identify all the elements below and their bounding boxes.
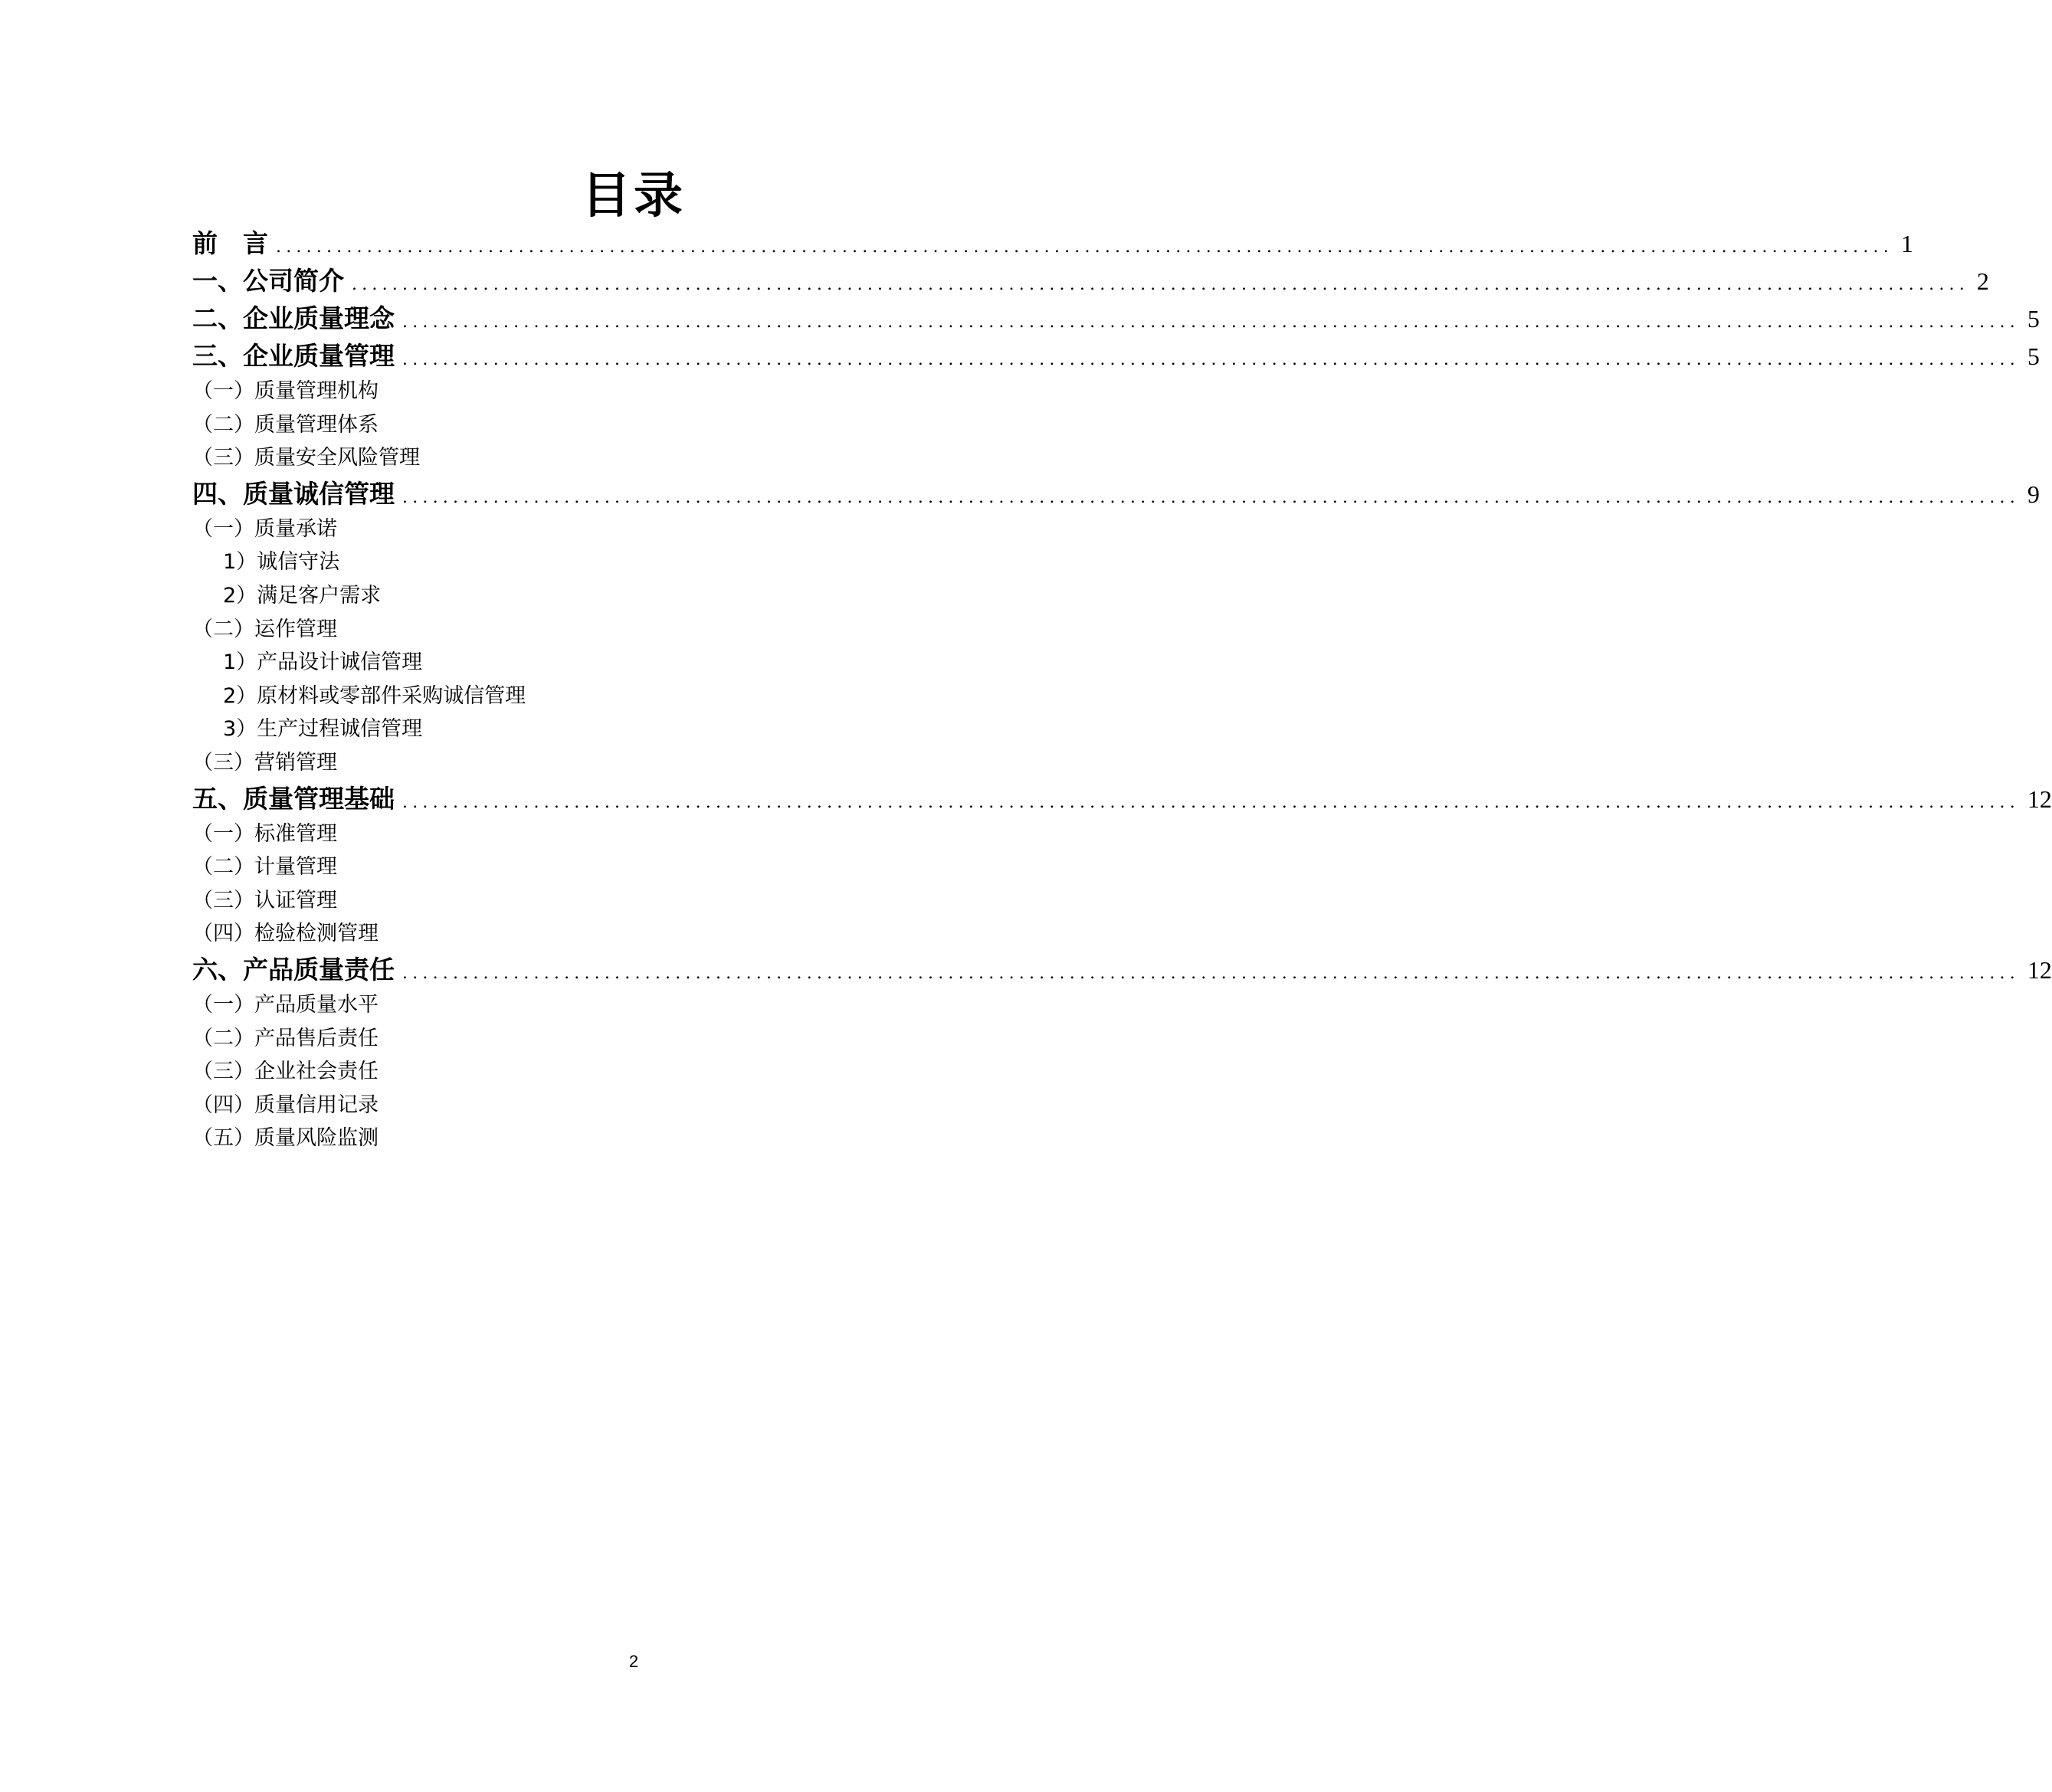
toc-entry-page-number: 5 [2027,342,2040,370]
toc-entry-label: 一、公司简介 [192,266,344,296]
toc-entry-label: （二）计量管理 [192,855,337,880]
toc-entry-page-number: 1 [1900,230,1913,257]
toc-entry-label: （三）营销管理 [192,750,337,775]
dot-leader: ................................................................................................................................................................ [402,792,2020,812]
toc-section[interactable] [192,441,1083,474]
toc-entry-label: （三）认证管理 [192,888,337,912]
toc-entry-label: 2）原材料或零部件采购诚信管理 [223,683,526,708]
toc-chapter[interactable] [192,336,2040,374]
toc-entry-label: 六、产品质量责任 [192,954,395,984]
toc-chapter[interactable] [192,261,1989,299]
toc-entry-page-number: 12 [2027,955,2052,984]
dot-leader: ................................................................................................................................................................ [402,313,2020,332]
toc-section[interactable] [192,850,1083,883]
toc-entry-label: （二）运作管理 [192,617,337,641]
toc-entry-page-number: 5 [2027,305,2040,333]
toc-section[interactable] [192,1088,1083,1122]
dot-leader: ................................................................................................................................................................ [402,963,2020,983]
toc-section[interactable] [192,1121,1083,1155]
toc-entry-label: 1）产品设计诚信管理 [223,650,423,675]
page-number: 2 [628,1652,639,1671]
toc-section[interactable] [192,408,1083,441]
toc-entry-label: 2）满足客户需求 [223,583,382,608]
toc-chapter[interactable] [192,299,2040,336]
toc-entry-page-number: 12 [2027,785,2052,813]
toc-section[interactable] [192,679,1083,713]
dot-leader: ................................................................................................................................................................ [402,350,2020,369]
toc-section[interactable] [192,883,1083,917]
toc-section[interactable] [192,817,1083,850]
toc-entry-label: 1）诚信守法 [223,550,340,575]
toc-entry-label: 3）生产过程诚信管理 [223,717,423,742]
toc-title: 目录 [582,168,686,224]
toc-chapter[interactable] [192,950,2052,988]
toc-entry-label: （四）质量信用记录 [192,1093,379,1117]
toc-entry-label: （五）质量风险监测 [192,1126,379,1151]
toc-entry-label: 三、企业质量管理 [192,341,395,371]
toc-entry-label: 二、企业质量理念 [192,303,395,333]
toc-section[interactable] [192,374,1083,408]
toc-entry-label: （二）质量管理体系 [192,412,379,437]
toc-chapter[interactable] [192,474,2040,512]
toc-section[interactable] [192,988,1083,1021]
toc-entry-page-number: 2 [1976,267,1989,295]
toc-entry-label: 五、质量管理基础 [192,783,395,814]
toc-entry-label: （一）标准管理 [192,821,337,846]
toc-entry-label: （二）产品售后责任 [192,1026,379,1050]
toc-section[interactable] [192,712,1083,745]
toc-section[interactable] [192,745,1083,779]
toc-section[interactable] [192,1021,1083,1055]
toc-section[interactable] [192,545,1083,578]
toc-section[interactable] [192,612,1083,646]
dot-leader: ................................................................................................................................................................ [352,275,1969,294]
toc-entry-page-number: 9 [2027,480,2040,508]
toc-entry-label: （三）质量安全风险管理 [192,446,420,470]
toc-section[interactable] [192,578,1083,612]
toc-entry-label: 四、质量诚信管理 [192,478,395,509]
toc-section[interactable] [192,916,1083,950]
dot-leader: ................................................................................................................................................................ [276,238,1893,257]
toc-entry-label: （一）产品质量水平 [192,992,379,1017]
toc-entry-label: （一）质量承诺 [192,516,337,541]
toc-entry-label: （一）质量管理机构 [192,379,379,403]
toc-entry-label: 前 言 [192,228,268,258]
toc-section[interactable] [192,512,1083,545]
toc-chapter[interactable] [192,779,2052,817]
toc-entry-label: （四）检验检测管理 [192,922,379,946]
table-of-contents [192,224,2052,1155]
toc-entry-label: （三）企业社会责任 [192,1060,379,1084]
toc-chapter[interactable] [192,224,1913,261]
toc-section[interactable] [192,1054,1083,1088]
toc-section[interactable] [192,645,1083,679]
dot-leader: ................................................................................................................................................................ [402,487,2020,507]
